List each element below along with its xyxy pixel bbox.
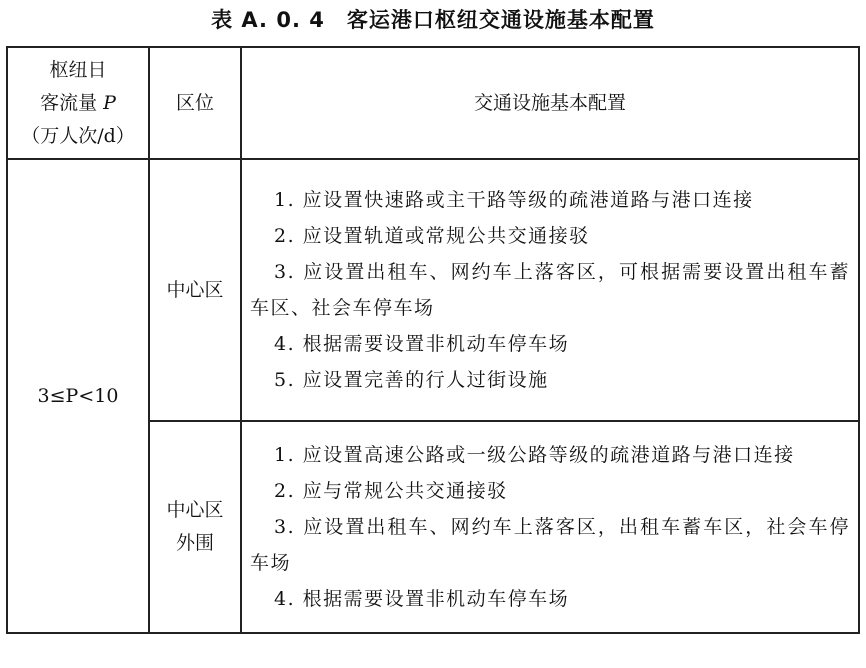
config-item: 1. 应设置快速路或主干路等级的疏港道路与港口连接 bbox=[274, 189, 754, 211]
config-cell-center bbox=[241, 159, 859, 421]
flow-range: 3≤P<10 bbox=[37, 385, 119, 407]
table-row bbox=[7, 159, 859, 421]
header-zone: 区位 bbox=[149, 47, 241, 159]
zone-label-line2: 外围 bbox=[175, 532, 214, 554]
header-flow-line1: 枢纽日 bbox=[49, 58, 107, 81]
config-item: 4. 根据需要设置非机动车停车场 bbox=[274, 588, 570, 610]
table-header-row bbox=[7, 47, 859, 159]
header-config: 交通设施基本配置 bbox=[241, 47, 859, 159]
configuration-table bbox=[6, 46, 860, 634]
config-item: 4. 根据需要设置非机动车停车场 bbox=[274, 333, 570, 355]
header-flow-unit: （万人次/d） bbox=[21, 124, 135, 147]
zone-cell-center bbox=[149, 159, 241, 421]
zone-label: 中心区 bbox=[166, 278, 224, 301]
config-item: 5. 应设置完善的行人过街设施 bbox=[274, 369, 549, 391]
header-flow-line2-text: 客流量 bbox=[40, 91, 104, 114]
config-item: 3. 应设置出租车、网约车上落客区，出租车蓄车区，社会车停车场 bbox=[250, 516, 850, 574]
table-number: 表 A. 0. 4 bbox=[211, 8, 325, 32]
flow-range-cell bbox=[7, 159, 149, 633]
zone-label: 中心区 bbox=[166, 499, 224, 521]
config-item: 1. 应设置高速公路或一级公路等级的疏港道路与港口连接 bbox=[274, 444, 795, 466]
config-item: 2. 应设置轨道或常规公共交通接驳 bbox=[274, 225, 590, 247]
header-flow-variable: P bbox=[103, 91, 116, 114]
header-flow-line2 bbox=[8, 87, 148, 120]
config-item: 3. 应设置出租车、网约车上落客区，可根据需要设置出租车蓄车区、社会车停车场 bbox=[250, 261, 850, 319]
table-caption: 客运港口枢纽交通设施基本配置 bbox=[346, 8, 655, 32]
header-passenger-flow bbox=[7, 47, 149, 159]
config-item: 2. 应与常规公共交通接驳 bbox=[274, 480, 508, 502]
zone-cell-periphery bbox=[149, 421, 241, 633]
config-cell-periphery bbox=[241, 421, 859, 633]
table-title bbox=[0, 6, 866, 34]
